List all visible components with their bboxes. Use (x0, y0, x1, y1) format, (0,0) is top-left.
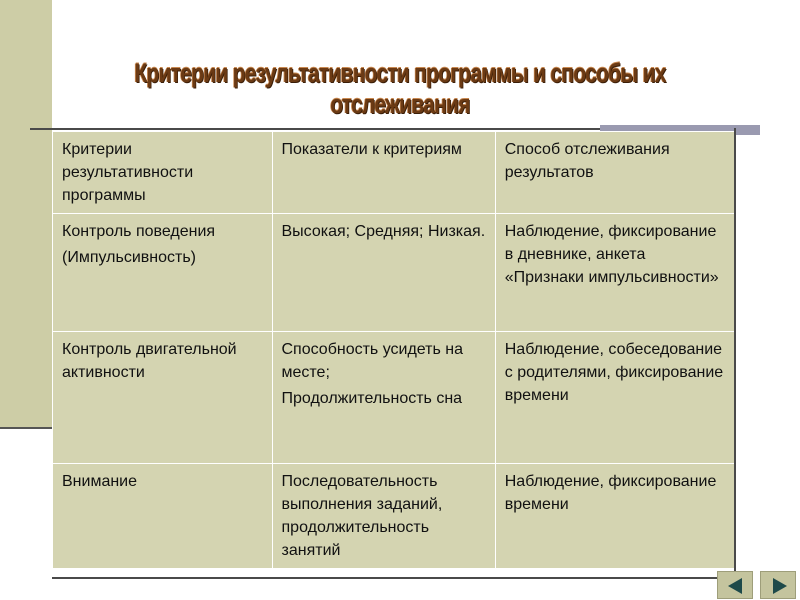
table-row (53, 332, 735, 464)
table-row (53, 464, 735, 569)
cell-method: Наблюдение, собеседование с родителями, фиксирование времени (495, 332, 734, 464)
table-row (53, 214, 735, 332)
next-slide-button[interactable] (760, 571, 796, 599)
cell-criterion: Контроль двигательной активности (53, 332, 273, 464)
cell-method: Наблюдение, фиксирование времени (495, 464, 734, 569)
arrow-right-icon (773, 578, 787, 594)
slide-title: Критерии результативности программы и способы их отслеживания (134, 58, 666, 119)
criteria-table (52, 131, 735, 569)
table-right-border (734, 128, 736, 579)
header-cell-indicators: Показатели к критериям (272, 132, 495, 214)
cell-criterion: Контроль поведения (Импульсивность) (53, 214, 273, 332)
table-bottom-border (52, 577, 735, 579)
header-cell-criteria: Критерии результативности программы (53, 132, 273, 214)
arrow-left-icon (728, 578, 742, 594)
header-cell-method: Способ отслеживания результатов (495, 132, 734, 214)
decorative-side-bar (0, 0, 52, 427)
cell-indicators: Высокая; Средняя; Низкая. (272, 214, 495, 332)
cell-indicators: Способность усидеть на месте; Продолжительность сна (272, 332, 495, 464)
cell-method: Наблюдение, фиксирование в дневнике, анкета «Признаки импульсивности» (495, 214, 734, 332)
previous-slide-button[interactable] (717, 571, 753, 599)
decorative-side-line (0, 427, 52, 429)
table-header-row (53, 132, 735, 214)
cell-criterion: Внимание (53, 464, 273, 569)
cell-indicators: Последовательность выполнения заданий, продолжительность занятий (272, 464, 495, 569)
